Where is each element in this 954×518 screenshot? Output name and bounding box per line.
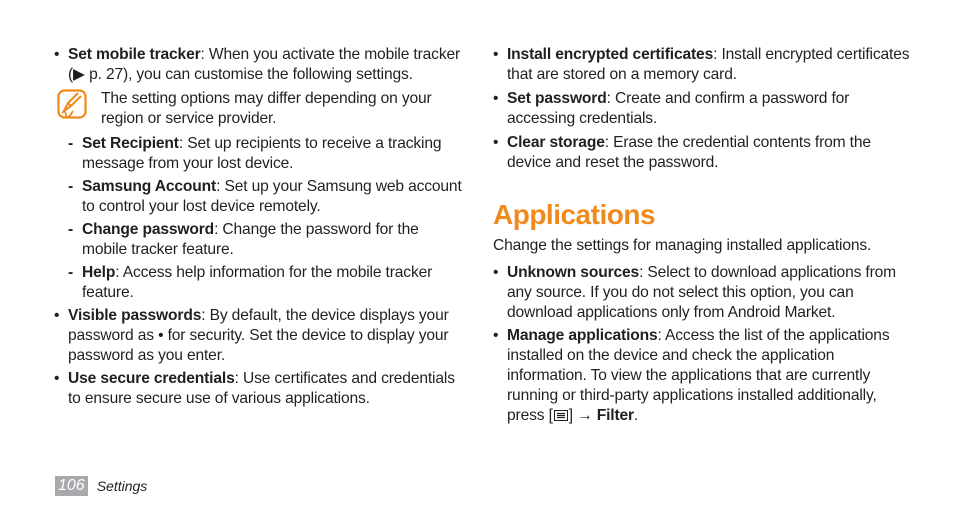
item-term: Clear storage bbox=[507, 134, 605, 151]
menu-key-icon bbox=[554, 410, 568, 421]
list-item bbox=[493, 89, 913, 129]
item-text: : Set up recipients to receive a tracking message from your lost device. bbox=[82, 135, 442, 172]
note-pencil-icon bbox=[57, 89, 87, 119]
list-item bbox=[54, 369, 464, 409]
list-item bbox=[54, 45, 464, 85]
item-text: : Install encrypted certificates that are stored on a memory card. bbox=[507, 46, 910, 83]
applications-list bbox=[493, 263, 913, 426]
list-item bbox=[68, 134, 464, 174]
item-text: : Erase the credential contents from the device and reset the password. bbox=[507, 134, 871, 171]
page-footer bbox=[55, 476, 147, 496]
note-block bbox=[57, 89, 464, 129]
note-text: The setting options may differ depending on your region or service provider. bbox=[101, 90, 432, 127]
list-item bbox=[493, 45, 913, 85]
item-text: : Select to download applications from any source. If you do not select this option, you can download applications only from Android Market. bbox=[507, 264, 897, 321]
list-item bbox=[493, 263, 913, 323]
list-item bbox=[493, 133, 913, 173]
section-name: Settings bbox=[96, 478, 148, 494]
item-term: Unknown sources bbox=[507, 264, 640, 281]
item-term: Set mobile tracker bbox=[68, 46, 201, 63]
item-term: Use secure credentials bbox=[68, 370, 235, 387]
right-column bbox=[493, 0, 913, 173]
item-text: : Set up your Samsung web account to control your lost device remotely. bbox=[82, 178, 462, 215]
list-item bbox=[493, 326, 913, 426]
list-item bbox=[54, 306, 464, 366]
item-text: : When you activate the mobile tracker (▶ p. 27), you can customise the following settings. bbox=[68, 46, 461, 83]
left-column bbox=[54, 0, 464, 409]
page-number: 106 bbox=[55, 476, 88, 496]
item-term: Change password bbox=[82, 221, 215, 238]
item-term: Install encrypted certificates bbox=[507, 46, 714, 63]
item-text: : Access help information for the mobile tracker feature. bbox=[82, 264, 433, 301]
item-term: Visible passwords bbox=[68, 307, 202, 324]
item-text-end: . bbox=[633, 407, 639, 424]
item-term: Help bbox=[82, 264, 116, 281]
section-intro: Change the settings for managing installed applications. bbox=[493, 237, 872, 254]
item-term: Set Recipient bbox=[82, 135, 179, 152]
item-text-cont: ] → bbox=[568, 407, 597, 424]
section-heading: Applications bbox=[493, 199, 656, 230]
list-item bbox=[68, 263, 464, 303]
list-item bbox=[68, 220, 464, 260]
item-term: Samsung Account bbox=[82, 178, 217, 195]
filter-label: Filter bbox=[596, 407, 634, 424]
list-item bbox=[68, 177, 464, 217]
item-text: : Create and confirm a password for accessing credentials. bbox=[507, 90, 850, 127]
item-text: : By default, the device displays your password as • for security. Set the device to display your password as you enter. bbox=[68, 307, 449, 364]
item-text: : Use certificates and credentials to ensure secure use of various applications. bbox=[68, 370, 455, 407]
item-text: : Access the list of the applications installed on the device and check the application information. To view the applications that are currently running or third-party applications installed additionally, press [ bbox=[507, 327, 890, 424]
item-text: : Change the password for the mobile tracker feature. bbox=[82, 221, 419, 258]
item-term: Set password bbox=[507, 90, 607, 107]
item-term: Manage applications bbox=[507, 327, 658, 344]
